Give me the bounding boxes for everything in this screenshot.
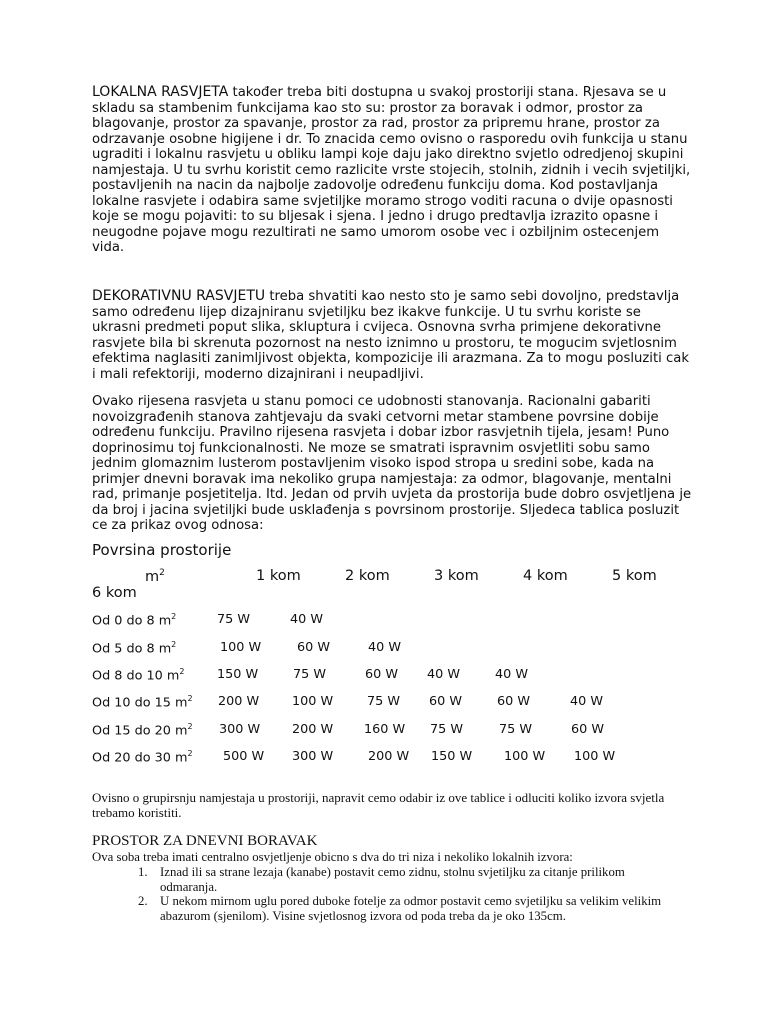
unit-superscript: 2: [159, 568, 165, 578]
table-cell: 40 W: [570, 694, 604, 709]
section-intro: Ova soba treba imati centralno osvjetljenje obicno s dva do tri niza i nekoliko lokalnih izvora:: [92, 850, 573, 864]
list-item-number: 1.: [138, 865, 148, 879]
local-lighting-lead: LOKALNA RASVJETA: [92, 84, 229, 100]
table-cell: 40 W: [495, 667, 529, 682]
table-header-col: 6 kom: [92, 585, 137, 601]
table-cell: 100 W: [220, 640, 262, 655]
table-cell: 75 W: [367, 694, 401, 709]
table-cell: 100 W: [574, 749, 616, 764]
table-cell: 60 W: [571, 722, 605, 737]
table-cell: 60 W: [297, 640, 331, 655]
table-cell: 200 W: [368, 749, 410, 764]
row-label: Od 8 do 10 $m^2$: [92, 667, 185, 684]
table-cell: 300 W: [219, 722, 261, 737]
list-item-number: 2.: [138, 894, 148, 908]
table-cell: 150 W: [431, 749, 473, 764]
table-cell: 150 W: [217, 667, 259, 682]
table-cell: 60 W: [497, 694, 531, 709]
paragraph-local-lighting: [92, 85, 692, 256]
section-heading: PROSTOR ZA DNEVNI BORAVAK: [92, 833, 318, 849]
row-label: Od 10 do 15 $m^2$: [92, 694, 193, 711]
table-cell: 100 W: [504, 749, 546, 764]
table-title: Povrsina prostorije: [92, 541, 232, 559]
unit-text: m: [145, 568, 160, 585]
table-cell: 160 W: [364, 722, 406, 737]
table-cell: 75 W: [217, 612, 251, 627]
local-lighting-body: također treba biti dostupna u svakoj prostoriji stana. Rjesava se u skladu sa stambenim funkcijama kao sto su: prostor za boravak i odmor, prostor za blagovanje, prostor za spavanje, prostor za rad, prostor za pripremu hrane, prostor za odrzavanje osobne higijene i dr. To znacida cemo ovisno o rasporedu ovih funkcija u stanu ugraditi i lokalnu rasvjetu u obliku lampi koje daju jako direktno svjetlo odredjenoj skupini namjestaja. U tu svrhu koristit cemo razlicite vrste stojecih, stolnih, zidnih i vecih svjetiljki, postavljenih na nacin da najbolje zadovolje određenu funkciju doma. Kod postavljanja lokalne rasvjete i odabira same svjetiljke moramo strogo voditi racuna o dvije opasnosti koje se mogu pojaviti: to su bljesak i sjena. I jedno i drugo predtavlja izrazito opasne i neugodne pojave mogu rezultirati ne samo umorom osobe vec i ozbiljnim ostecenjem vida.: [92, 85, 691, 255]
table-cell: 40 W: [427, 667, 461, 682]
table-header-col: 4 kom: [523, 568, 568, 584]
list-item: U nekom mirnom uglu pored duboke fotelje za odmor postavit cemo svjetiljku sa velikim velikim abazurom (sjenilom). Visine svjetlosnog izvora od poda treba da je oko 135cm.: [160, 894, 662, 923]
table-cell: 300 W: [292, 749, 334, 764]
row-label: Od 15 do 20 $m^2$: [92, 722, 193, 739]
table-cell: 75 W: [293, 667, 327, 682]
table-cell: 75 W: [430, 722, 464, 737]
paragraph-after-table: Ovisno o grupirsnju namjestaja u prostoriji, napravit cemo odabir iz ove tablice i odluciti koliko izvora svjetla trebamo koristiti.: [92, 790, 665, 820]
table-cell: 40 W: [368, 640, 402, 655]
table-cell: 100 W: [292, 694, 334, 709]
paragraph-decorative-lighting: [92, 289, 692, 382]
row-label: Od 0 do 8 $m^2$: [92, 612, 177, 629]
table-header-col: 3 kom: [434, 568, 479, 584]
table-cell: 75 W: [499, 722, 533, 737]
table-header-col: 1 kom: [256, 568, 301, 584]
table-cell: 40 W: [290, 612, 324, 627]
table-cell: 60 W: [429, 694, 463, 709]
row-label: Od 20 do 30 $m^2$: [92, 749, 193, 766]
decorative-lighting-body: treba shvatiti kao nesto sto je samo sebi dovoljno, predstavlja samo određenu lijep dizajniranu svjetiljku bez ikakve funkcije. U tu svrhu koriste se ukrasni predmeti poput slika, skluptura i cvijeca. Osnovna svrha primjene dekorativne rasvjete bila bi skrenuta pozornost na nesto iznimno u prostoru, te mogucim svjetlosnim efektima naglasiti zanimljivost objekta, kompozicije ili arazmana. Za to mogu posluziti cak i mali refektoriji, moderno dizajnirani i neupadljivi.: [92, 289, 689, 382]
table-cell: 200 W: [218, 694, 260, 709]
table-header-col: 5 kom: [612, 568, 657, 584]
table-header-unit: [145, 568, 165, 585]
row-label: Od 5 do 8 $m^2$: [92, 640, 177, 657]
table-cell: 60 W: [365, 667, 399, 682]
paragraph-lighting-solution: Ovako rijesena rasvjeta u stanu pomoci ce udobnosti stanovanja. Racionalni gabariti novoizgrađenih stanova zahtjevaju da svaki cetvorni metar stambene povrsine dobije određenu funkciju. Pravilno rijesena rasvjeta i dobar izbor rasvjetnih tijela, jesam! Puno doprinosimu toj funkcionalnosti. Ne moze se smatrati ispravnim osvjetliti sobu samo jednim glomaznim lusterom postavljenim visoko ispod stropa u sredini sobe, kada na primjer dnevni boravak ima nekoliko grupa namjestaja: za odmor, blagovanje, mentalni rad, primanje posjetitelja. Itd. Jedan od prvih uvjeta da prostorija bude dobro osvjetljena je da broj i jacina svjetiljki bude usklađenja s povrsinom prostorije. Sljedeca tablica posluzit ce za prikaz ovog odnosa:: [92, 394, 692, 533]
table-cell: 500 W: [223, 749, 265, 764]
table-cell: 200 W: [292, 722, 334, 737]
table-header-col: 2 kom: [345, 568, 390, 584]
decorative-lighting-lead: DEKORATIVNU RASVJETU: [92, 288, 266, 304]
list-item: Iznad ili sa strane lezaja (kanabe) postavit cemo zidnu, stolnu svjetiljku za citanje prilikom odmaranja.: [160, 865, 625, 894]
